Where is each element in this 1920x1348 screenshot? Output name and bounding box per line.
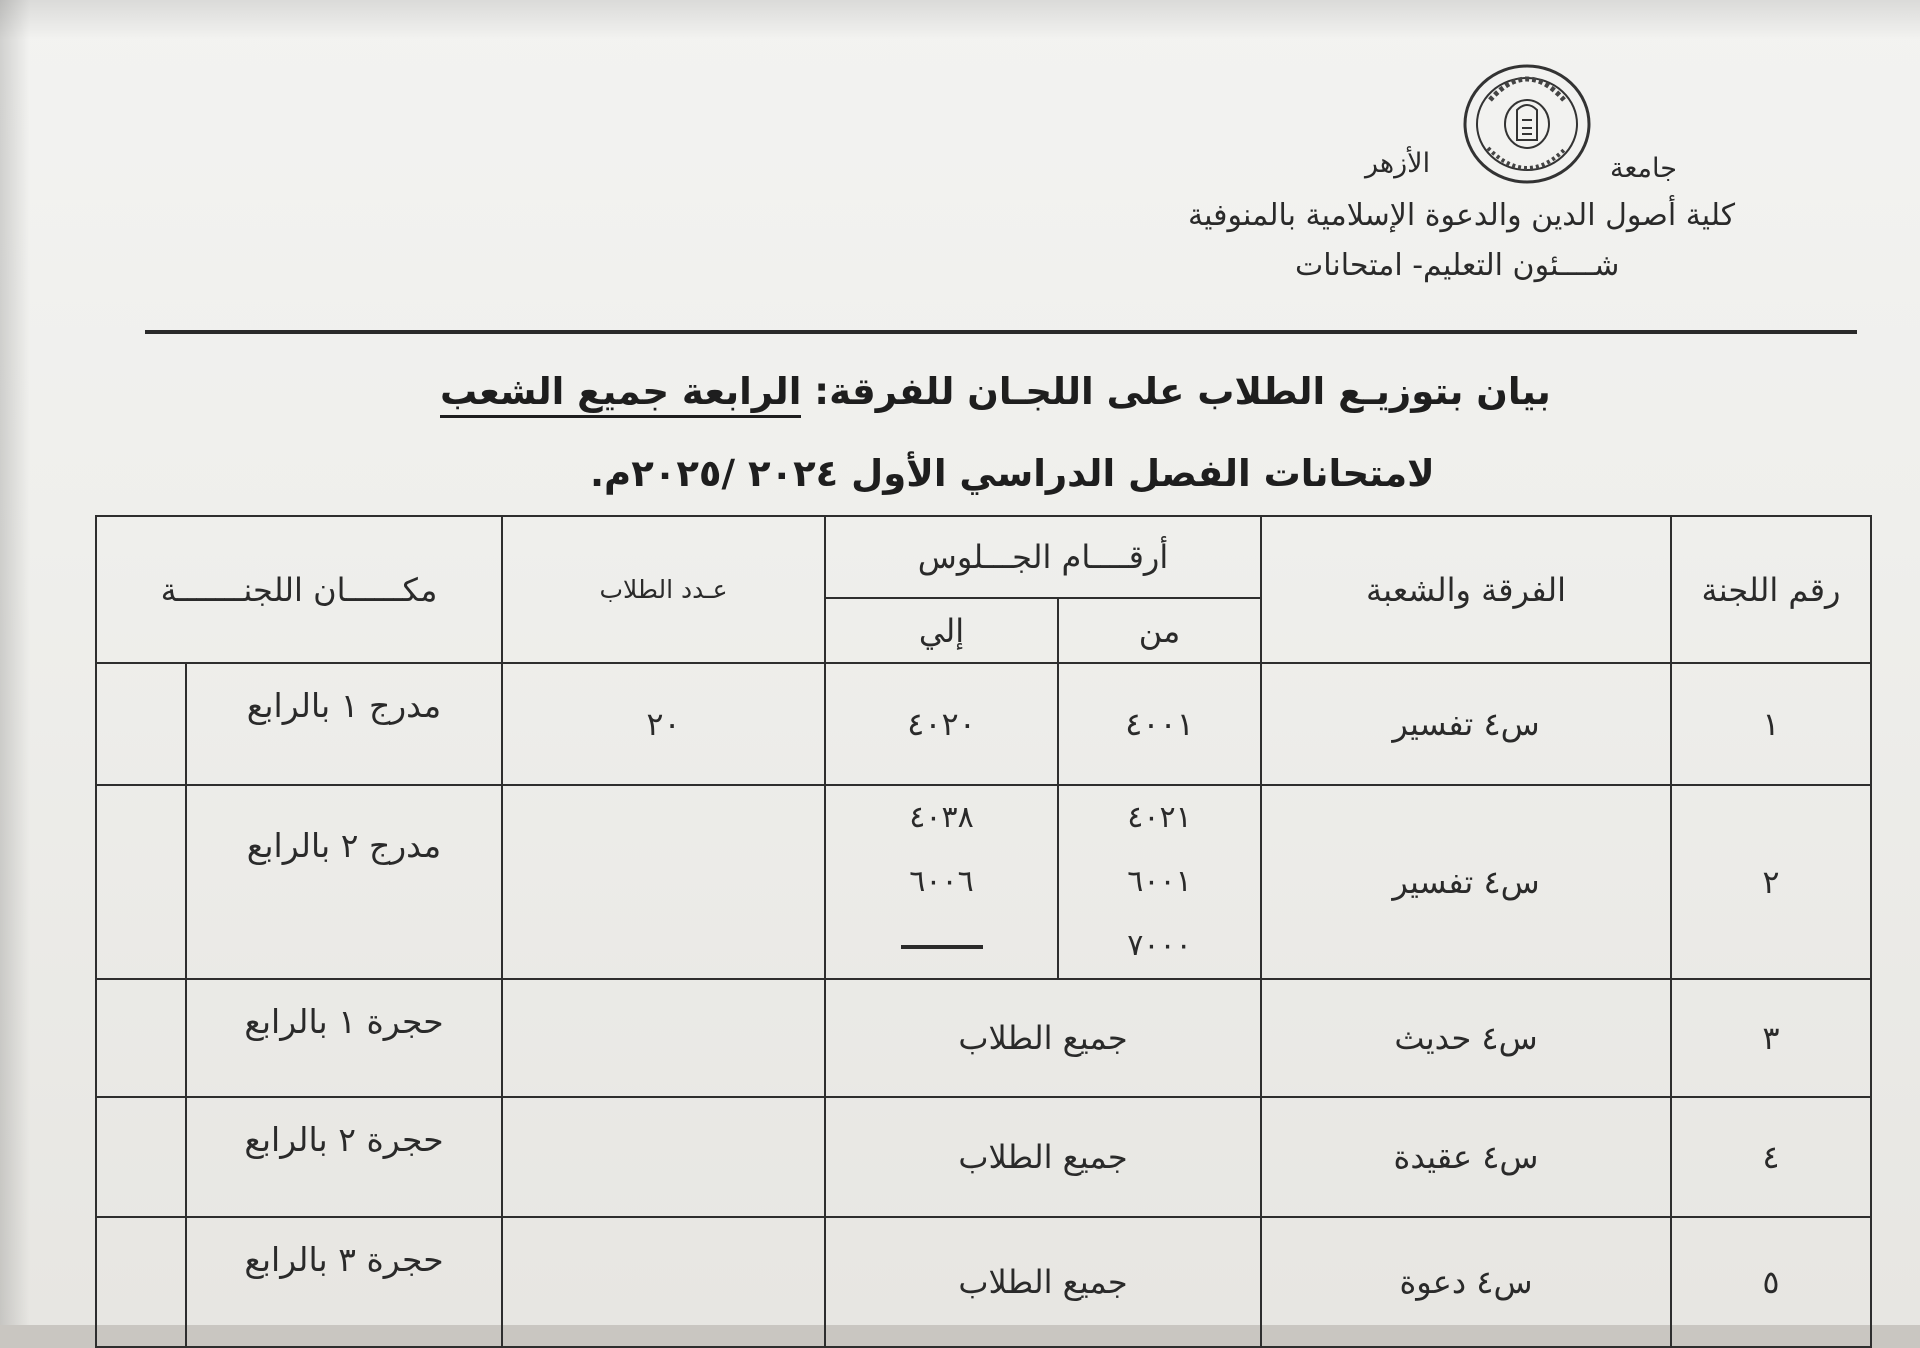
cell-division: س٤ عقيدة — [1261, 1097, 1671, 1217]
cell-location-extra — [96, 785, 186, 979]
cell-seat-to — [825, 785, 1058, 979]
cell-all-students: جميع الطلاب — [825, 1097, 1261, 1217]
university-seal-logo — [1462, 62, 1592, 187]
cell-all-students: جميع الطلاب — [825, 979, 1261, 1097]
header-seat-to: إلي — [825, 598, 1058, 663]
cell-location: حجرة ١ بالرابع — [186, 979, 502, 1097]
seat-from-line: ٤٠٢١ — [1127, 800, 1192, 835]
header-location: مكــــــان اللجنـــــــة — [96, 516, 502, 663]
cell-committee-no: ٥ — [1671, 1217, 1871, 1347]
seat-to-line: ٤٠٣٨ — [909, 800, 974, 835]
table-row — [96, 1217, 1871, 1347]
seat-from-line: ٦٠٠١ — [1127, 864, 1192, 899]
seat-to-dash — [826, 914, 1057, 978]
document-title-line2: لامتحانات الفصل الدراسي الأول ٢٠٢٤ /٢٠٢٥م. — [590, 452, 1435, 495]
cell-location-extra — [96, 1217, 186, 1347]
seat-to-line: ٦٠٠٦ — [909, 864, 974, 899]
cell-location: مدرج ٢ بالرابع — [186, 785, 502, 979]
cell-committee-no: ٤ — [1671, 1097, 1871, 1217]
cell-location-extra — [96, 1097, 186, 1217]
committee-distribution-table — [95, 515, 1872, 1348]
cell-student-count — [502, 1217, 825, 1347]
header-seat-from: من — [1058, 598, 1261, 663]
document-title-line1 — [440, 370, 1551, 413]
cell-division: س٤ حديث — [1261, 979, 1671, 1097]
table-row — [96, 1097, 1871, 1217]
header-student-count: عـدد الطلاب — [502, 516, 825, 663]
cell-committee-no: ٣ — [1671, 979, 1871, 1097]
header-division: الفرقة والشعبة — [1261, 516, 1671, 663]
cell-student-count: ٢٠ — [502, 663, 825, 785]
header-department: شــــئون التعليم- امتحانات — [1295, 248, 1620, 283]
cell-seat-from: ٤٠٠١ — [1058, 663, 1261, 785]
cell-location: مدرج ١ بالرابع — [186, 663, 502, 785]
title-emphasis: الرابعة جميع الشعب — [440, 370, 801, 418]
cell-location: حجرة ٢ بالرابع — [186, 1097, 502, 1217]
header-university-word: جامعة — [1610, 153, 1677, 184]
header-committee-no: رقم اللجنة — [1671, 516, 1871, 663]
page-shadow-left — [0, 0, 30, 1325]
cell-location-extra — [96, 979, 186, 1097]
cell-committee-no: ١ — [1671, 663, 1871, 785]
cell-seat-to: ٤٠٢٠ — [825, 663, 1058, 785]
cell-all-students: جميع الطلاب — [825, 1217, 1261, 1347]
cell-location-extra — [96, 663, 186, 785]
seat-from-line: ٧٠٠٠ — [1127, 928, 1192, 963]
cell-division: س٤ تفسير — [1261, 785, 1671, 979]
table-header-row — [96, 516, 1871, 598]
header-seat-numbers: أرقــــام الجـــلوس — [825, 516, 1261, 598]
cell-committee-no: ٢ — [1671, 785, 1871, 979]
cell-division: س٤ دعوة — [1261, 1217, 1671, 1347]
cell-student-count — [502, 979, 825, 1097]
cell-student-count — [502, 1097, 825, 1217]
title-prefix: بيان بتوزيـع الطلاب على اللجـان للفرقة: — [814, 370, 1551, 413]
table-row — [96, 979, 1871, 1097]
cell-seat-from — [1058, 785, 1261, 979]
table-row — [96, 663, 1871, 785]
page-shadow-top — [0, 0, 1920, 40]
cell-student-count — [502, 785, 825, 979]
cell-division: س٤ تفسير — [1261, 663, 1671, 785]
header-faculty: كلية أصول الدين والدعوة الإسلامية بالمنوفية — [1188, 198, 1736, 233]
header-divider — [145, 330, 1857, 334]
table-row — [96, 785, 1871, 979]
header-university-name: الأزهر — [1365, 148, 1431, 179]
cell-location: حجرة ٣ بالرابع — [186, 1217, 502, 1347]
